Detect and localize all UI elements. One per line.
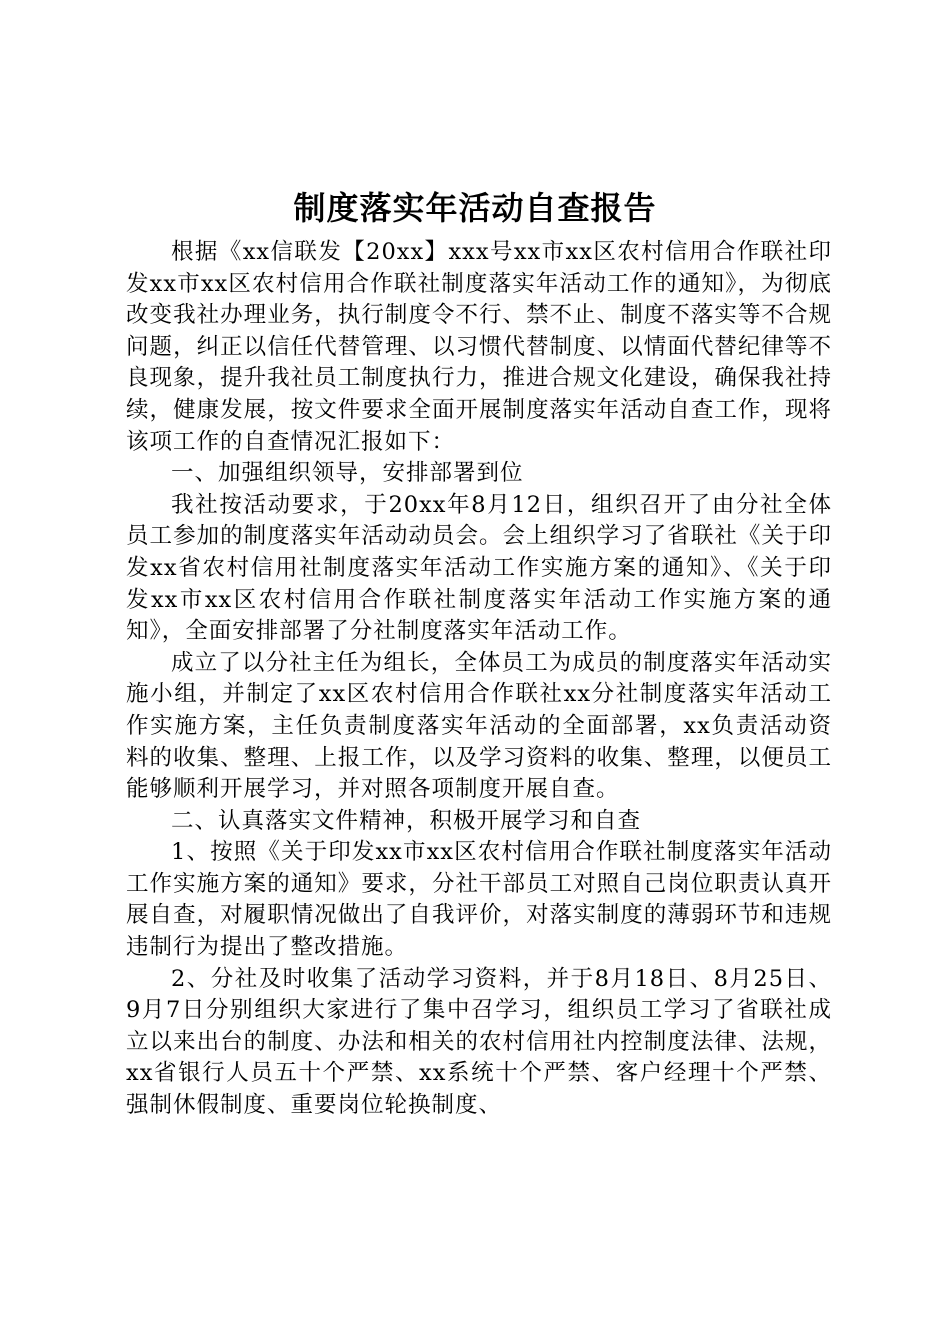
paragraph-team: 成立了以分社主任为组长，全体员工为成员的制度落实年活动实施小组，并制定了xx区农村信用合作联社xx分社制度落实年活动工作实施方案，主任负责制度落实年活动的全面部署，xx负责活动资料的收集、整理、上报工作，以及学习资料的收集、整理，以便员工能够顺利开展学习，并对照各项制度开展自查。 bbox=[126, 649, 832, 803]
section-heading-1: 一、加强组织领导，安排部署到位 bbox=[171, 460, 524, 487]
paragraph-intro: 根据《xx信联发【20xx】xxx号xx市xx区农村信用合作联社印发xx市xx区农村信用合作联社制度落实年活动工作的通知》，为彻底改变我社办理业务，执行制度令不行、禁不止、制度不落实等不合规问题，纠正以信任代替管理、以习惯代替制度、以情面代替纪律等不良现象，提升我社员工制度执行力，推进合规文化建设，确保我社持续，健康发展，按文件要求全面开展制度落实年活动自查工作，现将该项工作的自查情况汇报如下： bbox=[126, 239, 832, 455]
document-title: 制度落实年活动自查报告 bbox=[293, 189, 657, 227]
paragraph-item-1: 1、按照《关于印发xx市xx区农村信用合作联社制度落实年活动工作实施方案的通知》要求，分社干部员工对照自己岗位职责认真开展自查，对履职情况做出了自我评价，对落实制度的薄弱环节和违规违制行为提出了整改措施。 bbox=[126, 839, 832, 961]
section-heading-2: 二、认真落实文件精神，积极开展学习和自查 bbox=[171, 807, 642, 834]
document-body bbox=[126, 237, 832, 1122]
paragraph-item-2: 2、分社及时收集了活动学习资料，并于8月18日、8月25日、9月7日分别组织大家进行了集中召学习，组织员工学习了省联社成立以来出台的制度、办法和相关的农村信用社内控制度法律、法规，xx省银行人员五十个严禁、xx系统十个严禁、客户经理十个严禁、强制休假制度、重要岗位轮换制度、 bbox=[126, 965, 832, 1119]
paragraph-meeting: 我社按活动要求，于20xx年8月12日，组织召开了由分社全体员工参加的制度落实年活动动员会。会上组织学习了省联社《关于印发xx省农村信用社制度落实年活动工作实施方案的通知》、《关于印发xx市xx区农村信用合作联社制度落实年活动工作实施方案的通知》，全面安排部署了分社制度落实年活动工作。 bbox=[126, 491, 832, 645]
